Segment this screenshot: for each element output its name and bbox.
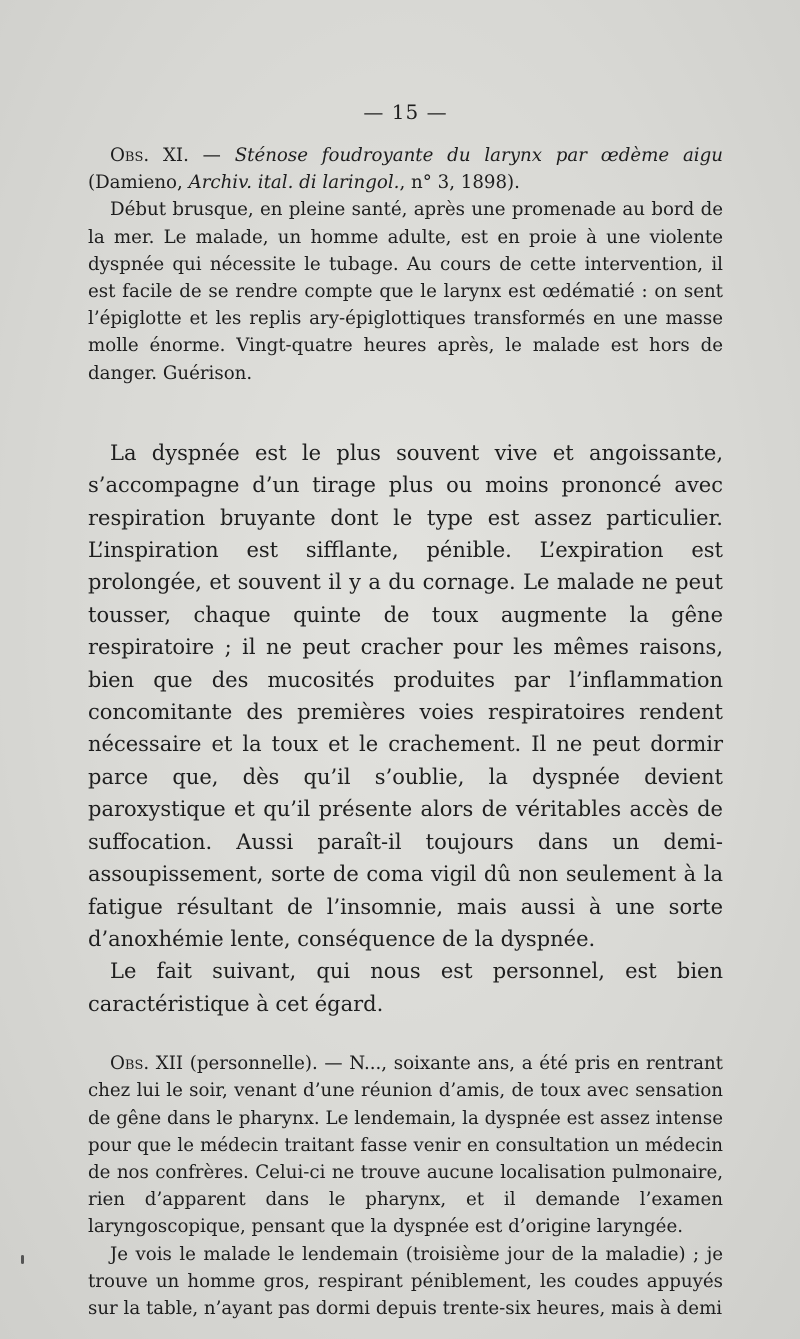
- observation-xi: [88, 142, 723, 387]
- observation-xi-dash: —: [188, 145, 235, 166]
- observation-xi-body: Début brusque, en pleine santé, après une promenade au bord de la mer. Le malade, un homme adulte, est en proie à une violente dyspnée qui nécessite le tubage. Au cours de cette intervention, il est facile de se rendre compte que le larynx est œdématié : on sent l’épiglotte et les replis ary-épiglottiques transformés en une masse molle énorme. Vingt-quatre heures après, le malade est hors de danger. Guérison.: [88, 199, 723, 384]
- observation-xii-intro: (personnelle). — N..., soixante ans, a été pris en rentrant chez lui le soir, venant d’une réunion d’amis, de toux avec sensation de gêne dans le pharynx. Le lendemain, la dyspnée est assez intense pour que le médecin traitant fasse venir en consultation un médecin de nos confrères. Celui-ci ne trouve aucune localisation pulmonaire, rien d’apparent dans le pharynx, et il demande l’examen laryngoscopique, pensant que la dyspnée est d’origine laryngée.: [88, 1053, 723, 1238]
- observation-xii-label: Obs. XII: [110, 1053, 184, 1075]
- observation-xi-source-close: , n° 3, 1898).: [399, 172, 520, 194]
- observation-xi-source-open: (Damieno,: [88, 172, 189, 194]
- section-spacer-2: [88, 1020, 723, 1050]
- observation-xii: [88, 1050, 723, 1322]
- observation-xi-title: Sténose foudroyante du larynx par œdème aigu: [234, 145, 723, 166]
- page-number: — 15 —: [363, 100, 448, 124]
- ink-speck: [21, 1255, 24, 1264]
- main-text: [88, 437, 723, 1020]
- observation-xi-heading: [88, 142, 723, 196]
- observation-xii-body-2: Je vois le malade le lendemain (troisième jour de la maladie) ; je trouve un homme gros, respirant péniblement, les coudes appuyés sur la table, n’ayant pas dormi depuis trente-six heures, mais à demi: [88, 1243, 723, 1319]
- paragraph-dyspnea: La dyspnée est le plus souvent vive et angoissante, s’accompagne d’un tirage plus ou moins prononcé avec respiration bruyante dont le type est assez particulier. L’inspiration est sifflante, pénible. L’expiration est prolongée, et souvent il y a du cornage. Le malade ne peut tousser, chaque quinte de toux augmente la gêne respiratoire ; il ne peut cracher pour les mêmes raisons, bien que des mucosités produites par l’inflammation concomitante des premières voies respiratoires rendent nécessaire et la toux et le crachement. Il ne peut dormir parce que, dès qu’il s’oublie, la dyspnée devient paroxystique et qu’il présente alors de véritables accès de suffocation. Aussi paraît-il toujours dans un demi-assoupissement, sorte de coma vigil dû non seulement à la fatigue résultant de l’insomnie, mais aussi à une sorte d’anoxhémie lente, conséquence de la dyspnée.: [88, 440, 723, 951]
- section-spacer: [88, 387, 723, 437]
- book-page: [88, 100, 723, 1322]
- observation-xi-journal: Archiv. ital. di laringol.: [188, 172, 400, 194]
- paragraph-personal-case: Le fait suivant, qui nous est personnel, est bien caractéristique à cet égard.: [88, 959, 723, 1016]
- observation-xii-body: [88, 1050, 723, 1240]
- observation-xi-label: Obs. XI.: [110, 145, 189, 166]
